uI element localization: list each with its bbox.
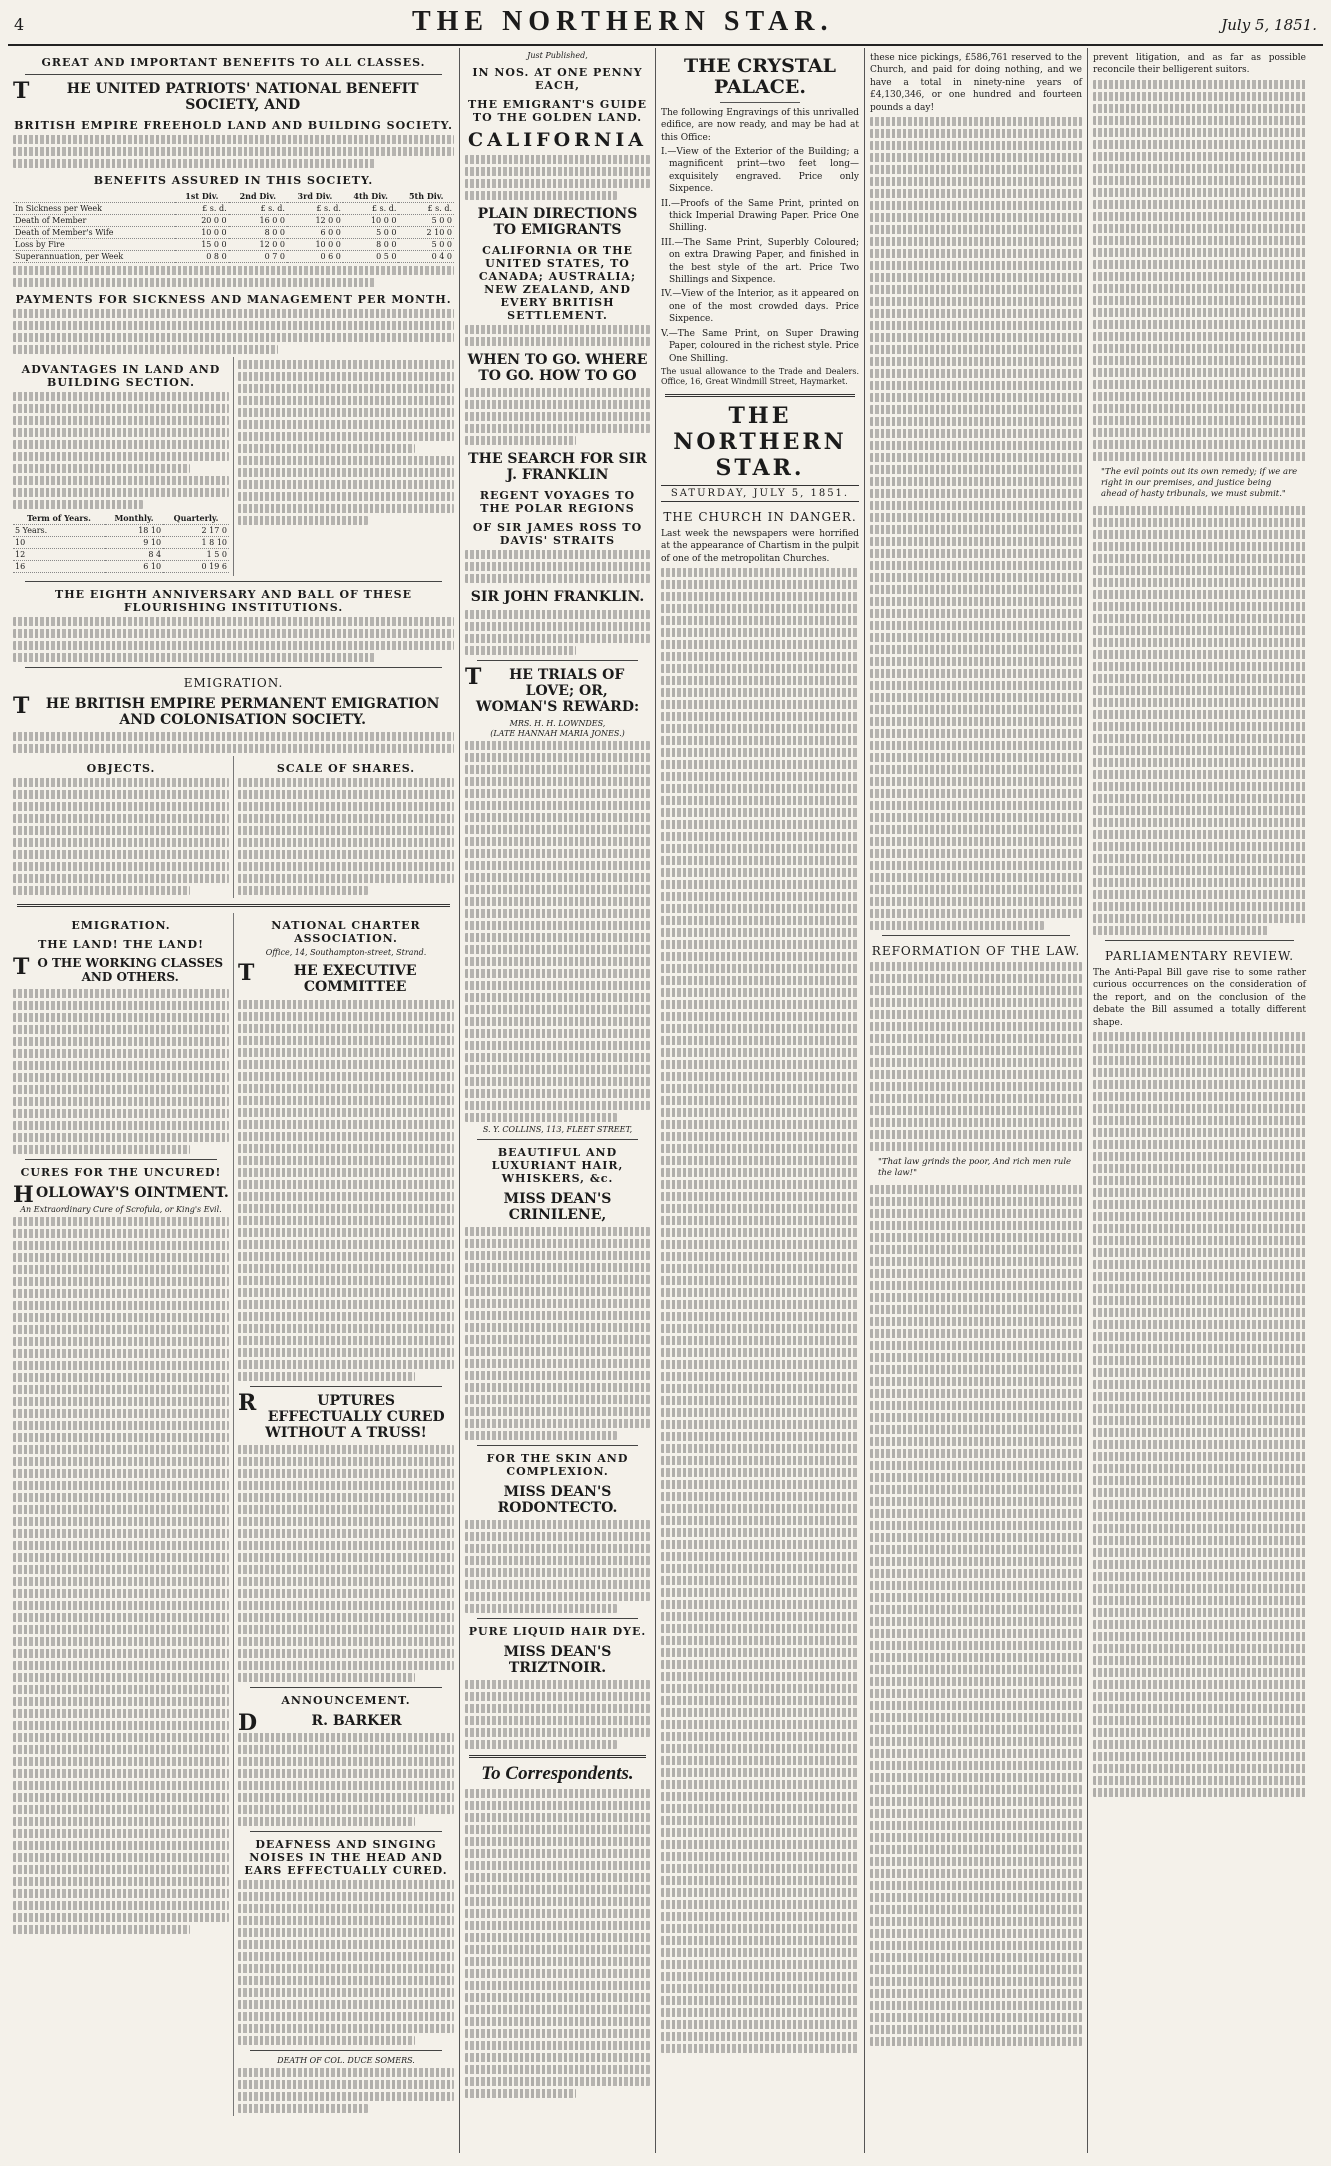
cures-heading: CURES FOR THE UNCURED! bbox=[20, 1165, 222, 1179]
benefit-cell: Death of Member's Wife bbox=[13, 227, 175, 239]
terms-header-cell: Term of Years. bbox=[13, 512, 105, 525]
benefit-cell: 15 0 0 bbox=[175, 239, 229, 251]
benefit-row bbox=[13, 251, 454, 263]
terms-cell: 12 bbox=[13, 549, 105, 561]
just-published: Just Published, bbox=[527, 51, 588, 60]
terms-cell: 9 10 bbox=[105, 537, 163, 549]
society-subtitle: BRITISH EMPIRE FREEHOLD LAND AND BUILDING SOCIETY. bbox=[14, 119, 453, 133]
benefit-cell: 5 0 0 bbox=[398, 215, 454, 227]
charter-heading: NATIONAL CHARTER ASSOCIATION. bbox=[271, 919, 421, 946]
crystal-heading: THE CRYSTAL PALACE. bbox=[684, 55, 836, 98]
trials-author: MRS. H. H. LOWNDES, bbox=[509, 718, 606, 728]
society-title: THE UNITED PATRIOTS' NATIONAL BENEFIT SOCIETY, AND bbox=[13, 78, 419, 114]
terms-row bbox=[13, 561, 229, 573]
terms-cell: 10 bbox=[13, 537, 105, 549]
guide-title: THE EMIGRANT'S GUIDE TO THE GOLDEN LAND. bbox=[467, 98, 647, 124]
land-heading-2: THE LAND! THE LAND! bbox=[38, 938, 204, 952]
crystal-list bbox=[661, 146, 859, 365]
benefit-header-cell: 3rd Div. bbox=[287, 190, 343, 203]
benefit-cell: 0 5 0 bbox=[343, 251, 399, 263]
crystal-item: IV.—View of the Interior, as it appeared on one of the most crowded days. Price Sixpence. bbox=[661, 289, 859, 325]
terms-cell: 8 4 bbox=[105, 549, 163, 561]
terms-cell: 18 10 bbox=[105, 525, 163, 537]
parts-note: IN NOS. AT ONE PENNY EACH, bbox=[472, 66, 643, 92]
benefit-cell: 16 0 0 bbox=[229, 215, 287, 227]
death-note: DEATH OF COL. DUCE SOMERS. bbox=[277, 2055, 415, 2065]
barker-heading: DR. BARKER bbox=[238, 1709, 402, 1736]
land-heading-1: EMIGRATION. bbox=[71, 919, 171, 933]
anniversary-heading: THE EIGHTH ANNIVERSARY AND BALL OF THESE FLOURISHING INSTITUTIONS. bbox=[55, 588, 412, 615]
benefit-cell: 10 0 0 bbox=[343, 215, 399, 227]
objects-heading: OBJECTS. bbox=[86, 762, 156, 776]
ointment-sub: An Extraordinary Cure of Scrofula, or King's Evil. bbox=[20, 1205, 222, 1215]
correspondents-heading: To Correspondents. bbox=[481, 1763, 634, 1785]
law-quote: "The evil points out its own remedy; if we are right in our premises, and justice being ahead of hasty tribunals, we must submit." bbox=[1101, 466, 1298, 499]
benefit-cell: 8 0 0 bbox=[343, 239, 399, 251]
benefit-cell: Loss by Fire bbox=[13, 239, 175, 251]
plain-directions-heading: PLAIN DIRECTIONS TO EMIGRANTS bbox=[477, 205, 638, 238]
crinilene-heading: MISS DEAN'S CRINILENE, bbox=[503, 1190, 612, 1223]
masthead bbox=[8, 6, 1323, 44]
terms-cell: 16 bbox=[13, 561, 105, 573]
benefit-cell: 0 4 0 bbox=[398, 251, 454, 263]
crystal-item: III.—The Same Print, Superbly Coloured; on extra Drawing Paper, and finished in the best style of the art. Price Two Shillings and Sixpence. bbox=[661, 237, 859, 286]
benefit-header-cell: 5th Div. bbox=[398, 190, 454, 203]
crystal-agents: The usual allowance to the Trade and Dealers. Office, 16, Great Windmill Street, Haymarket. bbox=[661, 366, 859, 387]
column-parliamentary-review bbox=[1088, 48, 1311, 2153]
trials-sub: (LATE HANNAH MARIA JONES.) bbox=[490, 728, 625, 738]
benefit-cell: 8 0 0 bbox=[229, 227, 287, 239]
column-crystal-palace bbox=[656, 48, 865, 2153]
benefits-table bbox=[13, 190, 454, 263]
benefit-cell: £ s. d. bbox=[287, 203, 343, 215]
hair-heading: BEAUTIFUL AND LUXURIANT HAIR, WHISKERS, &c. bbox=[491, 1145, 624, 1185]
regent-voyages: REGENT VOYAGES TO THE POLAR REGIONS bbox=[479, 489, 636, 516]
benefit-header-cell: 4th Div. bbox=[343, 190, 399, 203]
payments-heading: PAYMENTS FOR SICKNESS AND MANAGEMENT PER MONTH. bbox=[15, 293, 452, 307]
issue-date: July 5, 1851. bbox=[1221, 16, 1317, 34]
benefit-row bbox=[13, 203, 454, 215]
col6-open: prevent litigation, and as far as possible reconcile their belligerent suitors. bbox=[1093, 53, 1306, 76]
land-heading-3: TO THE WORKING CLASSES AND OTHERS. bbox=[13, 954, 224, 985]
benefit-cell: £ s. d. bbox=[175, 203, 229, 215]
announcement-heading: ANNOUNCEMENT. bbox=[281, 1693, 411, 1707]
skin-heading: FOR THE SKIN AND COMPLEXION. bbox=[486, 1452, 629, 1479]
building-heading: ADVANTAGES IN LAND AND BUILDING SECTION. bbox=[21, 363, 221, 390]
crystal-item: I.—View of the Exterior of the Building; a magnificent print—two feet long—exquisitely engraved. Price only Sixpence. bbox=[661, 147, 859, 195]
franklin-search-heading: THE SEARCH FOR SIR J. FRANKLIN bbox=[468, 451, 647, 484]
ruptures-heading: RUPTURES EFFECTUALLY CURED WITHOUT A TRUSS! bbox=[238, 1389, 445, 1441]
publisher: S. Y. COLLINS, 113, FLEET STREET, bbox=[482, 1124, 633, 1134]
ointment-heading: HOLLOWAY'S OINTMENT. bbox=[13, 1181, 229, 1208]
terms-cell: 1 8 10 bbox=[163, 537, 229, 549]
benefit-cell: Superannuation, per Week bbox=[13, 251, 175, 263]
benefit-cell: 5 0 0 bbox=[343, 227, 399, 239]
benefit-cell: 0 8 0 bbox=[175, 251, 229, 263]
column-publications bbox=[460, 48, 656, 2153]
charter-sub: Office, 14, Southampton-street, Strand. bbox=[265, 948, 427, 958]
leader-heading: THE CHURCH IN DANGER. bbox=[663, 509, 857, 524]
terms-row bbox=[13, 525, 229, 537]
page-number: 4 bbox=[14, 15, 25, 34]
leader-date: SATURDAY, JULY 5, 1851. bbox=[661, 485, 859, 502]
columns bbox=[8, 48, 1323, 2153]
deafness-heading: DEAFNESS AND SINGING NOISES IN THE HEAD AND EARS EFFECTUALLY CURED. bbox=[244, 1837, 448, 1877]
review-heading: PARLIAMENTARY REVIEW. bbox=[1104, 948, 1295, 963]
terms-row bbox=[13, 537, 229, 549]
benefit-cell: £ s. d. bbox=[343, 203, 399, 215]
reform-quote: "That law grinds the poor, And rich men rule the law!" bbox=[878, 1157, 1072, 1179]
benefit-header-cell: 2nd Div. bbox=[229, 190, 287, 203]
benefit-cell: 12 0 0 bbox=[287, 215, 343, 227]
benefit-cell: £ s. d. bbox=[229, 203, 287, 215]
land-building-section bbox=[13, 357, 454, 576]
ross-straits: OF SIR JAMES ROSS TO DAVIS' STRAITS bbox=[472, 521, 643, 548]
benefit-cell: 0 6 0 bbox=[287, 251, 343, 263]
terms-cell: 0 19 6 bbox=[163, 561, 229, 573]
paper-title: THE NORTHERN STAR. bbox=[411, 6, 834, 37]
emigration-heading: EMIGRATION. bbox=[183, 676, 284, 691]
terms-header-cell: Monthly. bbox=[105, 512, 163, 525]
benefit-cell: 20 0 0 bbox=[175, 215, 229, 227]
benefit-cell: 2 10 0 bbox=[398, 227, 454, 239]
leader-paper-title: THE NORTHERN STAR. bbox=[673, 402, 847, 481]
terms-cell: 1 5 0 bbox=[163, 549, 229, 561]
crystal-item: II.—Proofs of the Same Print, printed on thick Imperial Drawing Paper. Price One Shilling. bbox=[661, 198, 859, 234]
terms-row bbox=[13, 549, 229, 561]
column-law-reform bbox=[865, 48, 1088, 2153]
destinations: CALIFORNIA OR THE UNITED STATES, TO CANADA; AUSTRALIA; NEW ZEALAND, AND EVERY BRITISH SETTLEMENT. bbox=[478, 244, 637, 323]
benefit-cell: 5 0 0 bbox=[398, 239, 454, 251]
dye-heading: PURE LIQUID HAIR DYE. bbox=[468, 1625, 647, 1639]
terms-cell: 5 Years. bbox=[13, 525, 105, 537]
terms-cell: 2 17 0 bbox=[163, 525, 229, 537]
benefit-cell: 6 0 0 bbox=[287, 227, 343, 239]
benefit-row bbox=[13, 227, 454, 239]
rodontecto-heading: MISS DEAN'S RODONTECTO. bbox=[497, 1484, 618, 1517]
emigration-society: THE BRITISH EMPIRE PERMANENT EMIGRATION AND COLONISATION SOCIETY. bbox=[13, 693, 440, 729]
reform-heading: REFORMATION OF THE LAW. bbox=[871, 944, 1081, 959]
executive-heading: THE EXECUTIVE COMMITTEE bbox=[238, 960, 417, 996]
benefit-header-cell bbox=[13, 190, 175, 203]
masthead-rule bbox=[8, 44, 1323, 46]
review-open: The Anti-Papal Bill gave rise to some rather curious occurrences on the consideration of the report, and on the conclusion of the debate the Bill assumed a totally different shape. bbox=[1093, 967, 1306, 1028]
benefit-row bbox=[13, 215, 454, 227]
benefit-row bbox=[13, 239, 454, 251]
when-to-go-heading: WHEN TO GO. WHERE TO GO. HOW TO GO bbox=[467, 352, 648, 385]
sir-john-heading: SIR JOHN FRANKLIN. bbox=[470, 589, 645, 606]
crystal-item: V.—The Same Print, on Super Drawing Paper, coloured in the richest style. Price One Shilling. bbox=[661, 328, 859, 364]
terms-table bbox=[13, 512, 229, 573]
benefits-heading: BENEFITS ASSURED IN THIS SOCIETY. bbox=[93, 174, 374, 188]
california-heading: CALIFORNIA bbox=[468, 129, 647, 151]
triztnoir-heading: MISS DEAN'S TRIZTNOIR. bbox=[503, 1644, 612, 1677]
benefit-cell: 0 7 0 bbox=[229, 251, 287, 263]
benefit-cell: In Sickness per Week bbox=[13, 203, 175, 215]
crystal-intro: The following Engravings of this unrivalled edifice, are now ready, and may be had at this Office: bbox=[661, 107, 859, 143]
benefit-cell: 10 0 0 bbox=[175, 227, 229, 239]
leader-open: Last week the newspapers were horrified at the appearance of Chartism in the pulpit of one of the metropolitan Churches. bbox=[661, 528, 860, 564]
section-heading: GREAT AND IMPORTANT BENEFITS TO ALL CLASSES. bbox=[41, 56, 426, 69]
column-advertisements bbox=[8, 48, 460, 2153]
benefit-cell: 10 0 0 bbox=[287, 239, 343, 251]
terms-header-cell: Quarterly. bbox=[163, 512, 229, 525]
benefit-cell: 12 0 0 bbox=[229, 239, 287, 251]
trials-heading: THE TRIALS OF LOVE; OR, WOMAN'S REWARD: bbox=[465, 663, 640, 715]
col5-open: these nice pickings, £586,761 reserved to the Church, and paid for doing nothing, and we have a total in ninety-nine years of £4,130,346, or one hundred and fourteen pounds a day! bbox=[870, 53, 1082, 113]
terms-cell: 6 10 bbox=[105, 561, 163, 573]
benefit-header-cell: 1st Div. bbox=[175, 190, 229, 203]
benefit-cell: Death of Member bbox=[13, 215, 175, 227]
benefit-cell: £ s. d. bbox=[398, 203, 454, 215]
scale-heading: SCALE OF SHARES. bbox=[276, 762, 416, 776]
